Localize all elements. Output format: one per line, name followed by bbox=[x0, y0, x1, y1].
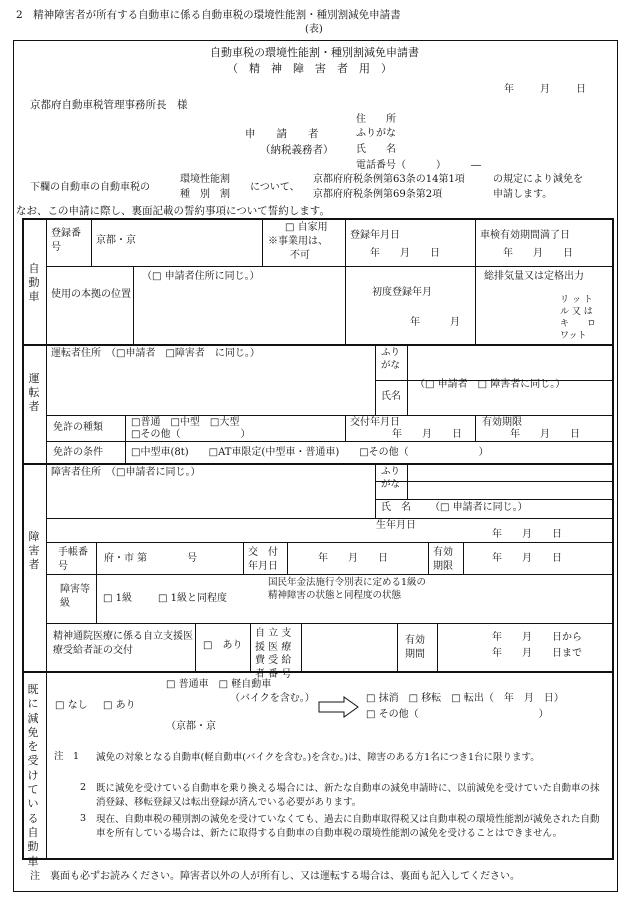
license-issue-label: 交付年月日 bbox=[350, 417, 400, 428]
applicant-furigana-label: ふりがな bbox=[356, 128, 396, 139]
applicant-label: 申 請 者 bbox=[245, 128, 319, 140]
grade-equivalent-note: 国民年金法施行令別表に定める1級の精神障害の状態と同程度の状態 bbox=[268, 577, 427, 601]
notebook-valid-value: 年 月 日 bbox=[492, 553, 562, 564]
license-type-other[interactable]: □その他（ ） bbox=[131, 429, 251, 440]
note-1: 減免の対象となる自動車(軽自動車(バイクを含む。)を含む。)は、障害のある方1名につき1台に限ります。 bbox=[96, 752, 540, 763]
note-3: 現在、自動車税の種別割の減免を受けていなくても、過去に自動車取得税又は自動車税の環境性能割が減免された自動車を所有している場合は、新たに取得する自動車の自動車税の環境性能割の減免を受けることはできません。 bbox=[96, 814, 600, 839]
date-year: 年 bbox=[504, 84, 514, 95]
use-note-2: 不可 bbox=[290, 250, 310, 261]
driver-name-label: 氏名 bbox=[381, 391, 401, 402]
applicant-phone-label: 電話番号（ ） ― bbox=[356, 160, 481, 171]
medical-cert-label: 精神通院医療に係る自立支援医療受給者証の交付 bbox=[53, 631, 193, 656]
grade-label: 障害等級 bbox=[60, 584, 90, 609]
statement-ordinance-2: 京都府府税条例第69条第2項 bbox=[313, 189, 443, 200]
document-heading: 2 精神障害者が所有する自動車に係る自動車税の環境性能割・種別割減免申請書 bbox=[16, 9, 401, 21]
footer-note: 注 裏面も必ずお読みください。障害者以外の人が所有し、又は運転する場合は、裏面も記入してください。 bbox=[30, 871, 520, 882]
statement-shubetsu: 種 別 割 bbox=[180, 189, 230, 200]
notebook-number: 府・市 第 号 bbox=[104, 553, 198, 564]
vehicle-reg-no-label: 登録番号 bbox=[51, 228, 81, 253]
note-3-head: 3 bbox=[80, 813, 87, 824]
form-title: 自動車税の環境性能割・種別割減免申請書 bbox=[210, 46, 419, 59]
statement-ordinance-1: 京都府府税条例第63条の14第1項 bbox=[313, 174, 465, 185]
existing-yes-checkbox[interactable]: □ あり bbox=[103, 700, 136, 711]
disabled-address-label: 障害者住所 （□申請者に同じ。） bbox=[51, 467, 201, 478]
arrow-right-icon bbox=[318, 696, 360, 718]
license-valid-value: 年 月 日 bbox=[510, 429, 580, 440]
applicant-sublabel: （納税義務者） bbox=[260, 144, 334, 156]
vehicle-reg-date-value: 年 月 日 bbox=[370, 248, 440, 259]
license-cond-label: 免許の条件 bbox=[53, 447, 103, 458]
vehicle-base-label: 使用の本拠の位置 bbox=[51, 289, 131, 300]
existing-car-bike-note: （バイクを含む。） bbox=[230, 693, 315, 704]
date-month: 月 bbox=[540, 84, 550, 95]
note-1-head: 注 1 bbox=[54, 751, 80, 762]
statement-part1: 下欄の自動車の自動車税の bbox=[30, 182, 150, 193]
disabled-furigana-label: ふり がな bbox=[381, 466, 401, 490]
driver-section-label: 運転者 bbox=[28, 372, 40, 413]
existing-car-type[interactable]: □ 普通車 □ 軽自動車 bbox=[166, 679, 272, 690]
license-type-options[interactable]: □普通 □中型 □大型 bbox=[131, 417, 240, 428]
birth-label: 生年月日 bbox=[376, 520, 416, 531]
medical-cert-yes-checkbox[interactable]: □ あり bbox=[203, 640, 243, 651]
side-label: (表) bbox=[305, 24, 323, 35]
existing-action-other[interactable]: □ その他（ ） bbox=[366, 709, 549, 720]
disabled-section-label: 障害者 bbox=[28, 530, 40, 571]
vehicle-reg-date-label: 登録年月日 bbox=[350, 230, 400, 241]
addressee: 京都府自動車税管理事務所長 様 bbox=[30, 99, 188, 111]
statement-part5a: の規定により減免を bbox=[493, 174, 583, 185]
statement-kankyo: 環境性能割 bbox=[180, 174, 230, 185]
driver-furigana-label: ふり がな bbox=[381, 347, 401, 371]
vehicle-section-label: 自動車 bbox=[28, 262, 40, 303]
use-private-checkbox[interactable]: □ 自家用 bbox=[285, 222, 328, 233]
existing-car-reg: （京都・京 bbox=[166, 721, 216, 732]
notebook-issue-label: 交 付 年月日 bbox=[248, 547, 278, 572]
note-2-head: 2 bbox=[80, 782, 87, 793]
inspection-value: 年 月 日 bbox=[503, 248, 573, 259]
base-same-address-checkbox[interactable]: （□ 申請者住所に同じ。） bbox=[142, 271, 260, 282]
first-reg-label: 初度登録年月 bbox=[372, 287, 432, 298]
existing-none-checkbox[interactable]: □ なし bbox=[55, 700, 88, 711]
birth-value: 年 月 日 bbox=[492, 529, 562, 540]
date-day: 日 bbox=[576, 84, 586, 95]
statement-pledge: なお、この申請に際し、裏面記載の誓約事項について誓約します。 bbox=[16, 205, 330, 217]
driver-same-name-checkbox[interactable]: （□ 申請者 □ 障害者に同じ。） bbox=[415, 379, 566, 390]
grade-equivalent-checkbox[interactable]: □ 1級と同程度 bbox=[158, 593, 227, 604]
displacement-label: 総排気量又は定格出力 bbox=[484, 271, 584, 282]
first-reg-value: 年 月 bbox=[410, 317, 460, 328]
use-note-1: ※事業用は、 bbox=[268, 236, 328, 247]
medical-valid-label: 有効 期間 bbox=[405, 635, 425, 660]
form-subtitle: （ 精 神 障 害 者 用 ） bbox=[227, 62, 392, 75]
vehicle-reg-prefix: 京都・京 bbox=[96, 235, 136, 246]
grade-1-checkbox[interactable]: □ 1級 bbox=[103, 593, 132, 604]
note-2: 既に減免を受けている自動車を乗り換える場合には、新たな自動車の減免申請時に、以前減免を受けていた自動車の抹消登録、移転登録又は転出登録が済んでいる必要があります。 bbox=[96, 783, 600, 808]
notebook-label: 手帳番号 bbox=[58, 547, 88, 572]
unit-line-3: キ ロ bbox=[560, 319, 597, 329]
existing-section-label: 既に減免を受けている自動車 bbox=[27, 683, 39, 868]
inspection-label: 車検有効期間満了日 bbox=[480, 230, 570, 241]
unit-line-2: ル 又 は bbox=[560, 307, 593, 317]
license-cond-options[interactable]: □中型車(8t) □AT車限定(中型車・普通車) □その他（ ） bbox=[131, 447, 489, 458]
license-type-label: 免許の種類 bbox=[53, 422, 103, 433]
existing-action-options[interactable]: □ 抹消 □ 移転 □ 転出（ 年 月 日） bbox=[366, 693, 564, 704]
medical-valid-to: 年 月 日まで bbox=[492, 648, 582, 659]
notebook-valid-label: 有効 期限 bbox=[433, 547, 453, 572]
medical-valid-from: 年 月 日から bbox=[492, 632, 582, 643]
medical-recipient-no-label: 自 立 支 援 医 療 費 受 給 者 番 号 bbox=[255, 628, 292, 680]
driver-address-label: 運転者住所 （□申請者 □障害者 に同じ。） bbox=[51, 348, 260, 359]
unit-line-4: ワット bbox=[560, 331, 587, 341]
license-valid-label: 有効期限 bbox=[482, 417, 522, 428]
license-issue-value: 年 月 日 bbox=[392, 429, 462, 440]
statement-part3: について、 bbox=[250, 182, 300, 193]
disabled-same-name-checkbox[interactable]: （□ 申請者に同じ。） bbox=[430, 502, 528, 513]
applicant-name-label: 氏 名 bbox=[356, 144, 396, 155]
statement-part5b: 申請します。 bbox=[493, 189, 553, 200]
applicant-address-label: 住 所 bbox=[356, 114, 396, 125]
unit-line-1: リ ッ ト bbox=[560, 295, 593, 305]
disabled-name-label: 氏 名 bbox=[381, 502, 411, 513]
notebook-issue-value: 年 月 日 bbox=[318, 553, 388, 564]
